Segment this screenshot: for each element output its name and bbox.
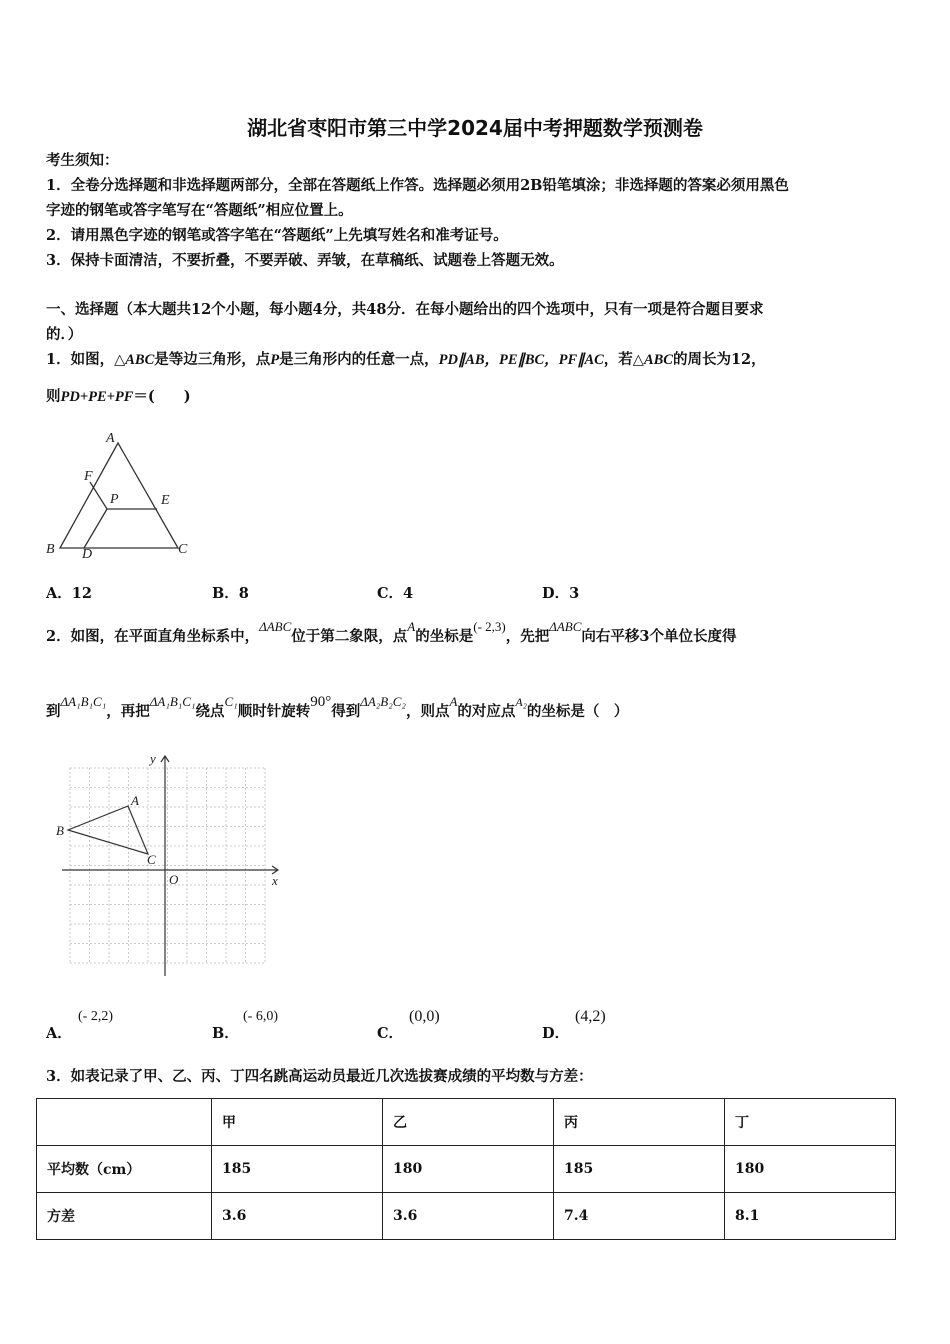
q1-option-b[interactable] (212, 582, 249, 603)
q2-label-c: C (147, 852, 156, 867)
table-header-row (37, 1099, 896, 1146)
q3-score-table (36, 1098, 896, 1240)
q2-point-a2: A₂ (515, 695, 527, 709)
table-cell: 180 (725, 1146, 896, 1193)
table-header-cell: 甲 (212, 1099, 383, 1146)
q2-option-d[interactable] (542, 1022, 569, 1043)
q2-option-d-value[interactable]: (4,2) (575, 1008, 606, 1025)
table-header-cell: 丁 (725, 1099, 896, 1146)
table-header-cell: 乙 (383, 1099, 554, 1146)
q2-text-7: ，再把 (106, 703, 150, 720)
q2-option-c[interactable] (377, 1022, 403, 1043)
q1-text-5: 的周长为12， (672, 351, 766, 368)
q1-segment-pd (84, 509, 107, 548)
q1-text-7: ＝( ) (133, 388, 191, 405)
q2-text-3: 的坐标是 (415, 628, 474, 645)
table-cell: 平均数（cm） (37, 1146, 212, 1193)
q1-text-1: 1．如图，△ (46, 351, 126, 368)
notice-item-1-line-2: 字迹的钢笔或答字笔写在“答题纸”相应位置上。 (46, 202, 353, 219)
q1-label-p: P (110, 492, 119, 507)
q2-grid (70, 768, 265, 963)
q2-option-a-value[interactable]: (- 2,2) (78, 1009, 113, 1024)
q2-angle: 90° (310, 694, 332, 710)
table-cell: 3.6 (212, 1193, 383, 1240)
q2-option-c-value[interactable]: (0,0) (409, 1008, 440, 1025)
q1-option-c-value: 4 (403, 585, 414, 602)
q2-option-d-letter: D． (542, 1025, 570, 1042)
q2-tri-abc-2: ΔABC (549, 619, 582, 634)
q2-text-12: 的对应点 (457, 703, 516, 720)
table-row (37, 1193, 896, 1240)
q2-label-a: A (131, 793, 139, 808)
q2-tri-a1b1c1-2: ΔA₁B₁C₁ (149, 694, 196, 709)
q1-expr: PD+PE+PF (60, 389, 134, 405)
table-row (37, 1146, 896, 1193)
table-cell: 185 (212, 1146, 383, 1193)
q2-option-b-value[interactable]: (- 6,0) (243, 1009, 278, 1024)
q1-text-3: 是三角形内的任意一点， (279, 351, 439, 368)
q1-option-b-letter: B． (212, 585, 239, 602)
q2-label-o: O (169, 872, 179, 887)
q1-abc: ABC (125, 352, 155, 368)
table-cell: 185 (554, 1146, 725, 1193)
q1-text-4: ，若△ (603, 351, 644, 368)
q2-tri-a1b1c1: ΔA₁B₁C₁ (60, 694, 107, 709)
notice-item-3: 3．保持卡面清洁，不要折叠，不要弄破、弄皱，在草稿纸、试题卷上答题无效。 (46, 252, 564, 269)
table-cell: 3.6 (383, 1193, 554, 1240)
q2-label-x: x (272, 873, 278, 888)
q2-label-b: B (56, 823, 64, 838)
q2-option-a-letter: A． (46, 1025, 72, 1042)
q2-line-2 (46, 694, 906, 722)
q1-text-2: 是等边三角形，点 (154, 351, 271, 368)
section-heading-line-2: 的．） (46, 326, 83, 343)
q2-text-4: ，先把 (505, 628, 550, 645)
q1-triangle-figure (40, 425, 200, 565)
q2-text-11: ，则点 (405, 703, 450, 720)
q1-label-e: E (161, 493, 170, 508)
q2-text-13: 的坐标是（ ） (526, 703, 629, 720)
table-cell: 180 (383, 1146, 554, 1193)
q2-tri-a2b2c2: ΔA₂B₂C₂ (360, 694, 406, 709)
q2-coord-a: (- 2,3) (473, 619, 506, 634)
q2-text-5: 向右平移3个单位长度得 (581, 628, 737, 645)
q1-label-d: D (82, 547, 93, 562)
q2-triangle-abc (68, 806, 148, 854)
q2-point-a-2: A (449, 694, 458, 709)
q1-option-d-letter: D． (542, 585, 570, 602)
q1-line-1 (46, 350, 906, 370)
q1-label-f: F (84, 469, 93, 484)
q1-option-b-value: 8 (238, 585, 249, 602)
table-cell: 8.1 (725, 1193, 896, 1240)
q2-text-9: 顺时针旋转 (237, 703, 311, 720)
q2-line-1 (46, 619, 906, 647)
notice-item-1-line-1: 1．全卷分选择题和非选择题两部分，全部在答题纸上作答。选择题必须用2B铅笔填涂；非选择题的答案必须用黑色 (46, 177, 789, 194)
q1-option-d[interactable] (542, 582, 579, 603)
q1-option-c-letter: C． (377, 585, 404, 602)
section-heading-line-1: 一、选择题（本大题共12个小题，每小题4分，共48分．在每小题给出的四个选项中，只有一项是符合题目要求 (46, 301, 764, 318)
table-cell: 方差 (37, 1193, 212, 1240)
q1-line-2 (46, 387, 906, 407)
q1-abc-2: ABC (643, 352, 673, 368)
q3-text: 3．如表记录了甲、乙、丙、丁四名跳高运动员最近几次选拔赛成绩的平均数与方差： (46, 1068, 593, 1085)
q2-point-c1: C₁ (224, 694, 238, 709)
q2-option-b-letter: B． (212, 1025, 239, 1042)
q2-text-2: 位于第二象限，点 (291, 628, 408, 645)
q2-point-a: A (407, 619, 416, 634)
q1-label-c: C (178, 542, 188, 557)
q1-segment-pf (90, 482, 107, 509)
notice-heading: 考生须知： (46, 152, 119, 169)
q1-parallels: PD∥AB，PE∥BC，PF∥AC (438, 352, 604, 368)
q1-label-a: A (106, 431, 115, 446)
notice-item-2: 2．请用黑色字迹的钢笔或答字笔在“答题纸”上先填写姓名和准考证号。 (46, 227, 508, 244)
q2-option-b[interactable] (212, 1022, 239, 1043)
q2-text-1: 2．如图，在平面直角坐标系中， (46, 628, 260, 645)
table-header-cell: 丙 (554, 1099, 725, 1146)
q2-tri-abc: ΔABC (259, 619, 292, 634)
q2-option-a[interactable] (46, 1022, 72, 1043)
q1-option-a[interactable] (46, 582, 92, 603)
table-header-cell (37, 1099, 212, 1146)
q2-label-y: y (150, 751, 156, 766)
q1-option-d-value: 3 (569, 585, 580, 602)
table-cell: 7.4 (554, 1193, 725, 1240)
q1-label-b: B (46, 542, 55, 557)
q2-option-c-letter: C． (377, 1025, 404, 1042)
q1-option-a-letter: A． (46, 585, 72, 602)
page-title: 湖北省枣阳市第三中学2024届中考押题数学预测卷 (247, 116, 703, 140)
q2-text-6: 到 (46, 703, 61, 720)
q1-option-c[interactable] (377, 582, 413, 603)
q2-coordinate-figure (52, 750, 288, 982)
q2-text-10: 得到 (331, 703, 361, 720)
q2-text-8: 绕点 (195, 703, 225, 720)
q1-point-p: P (270, 352, 280, 368)
q1-text-6: 则 (46, 388, 61, 405)
q1-option-a-value: 12 (71, 585, 92, 602)
